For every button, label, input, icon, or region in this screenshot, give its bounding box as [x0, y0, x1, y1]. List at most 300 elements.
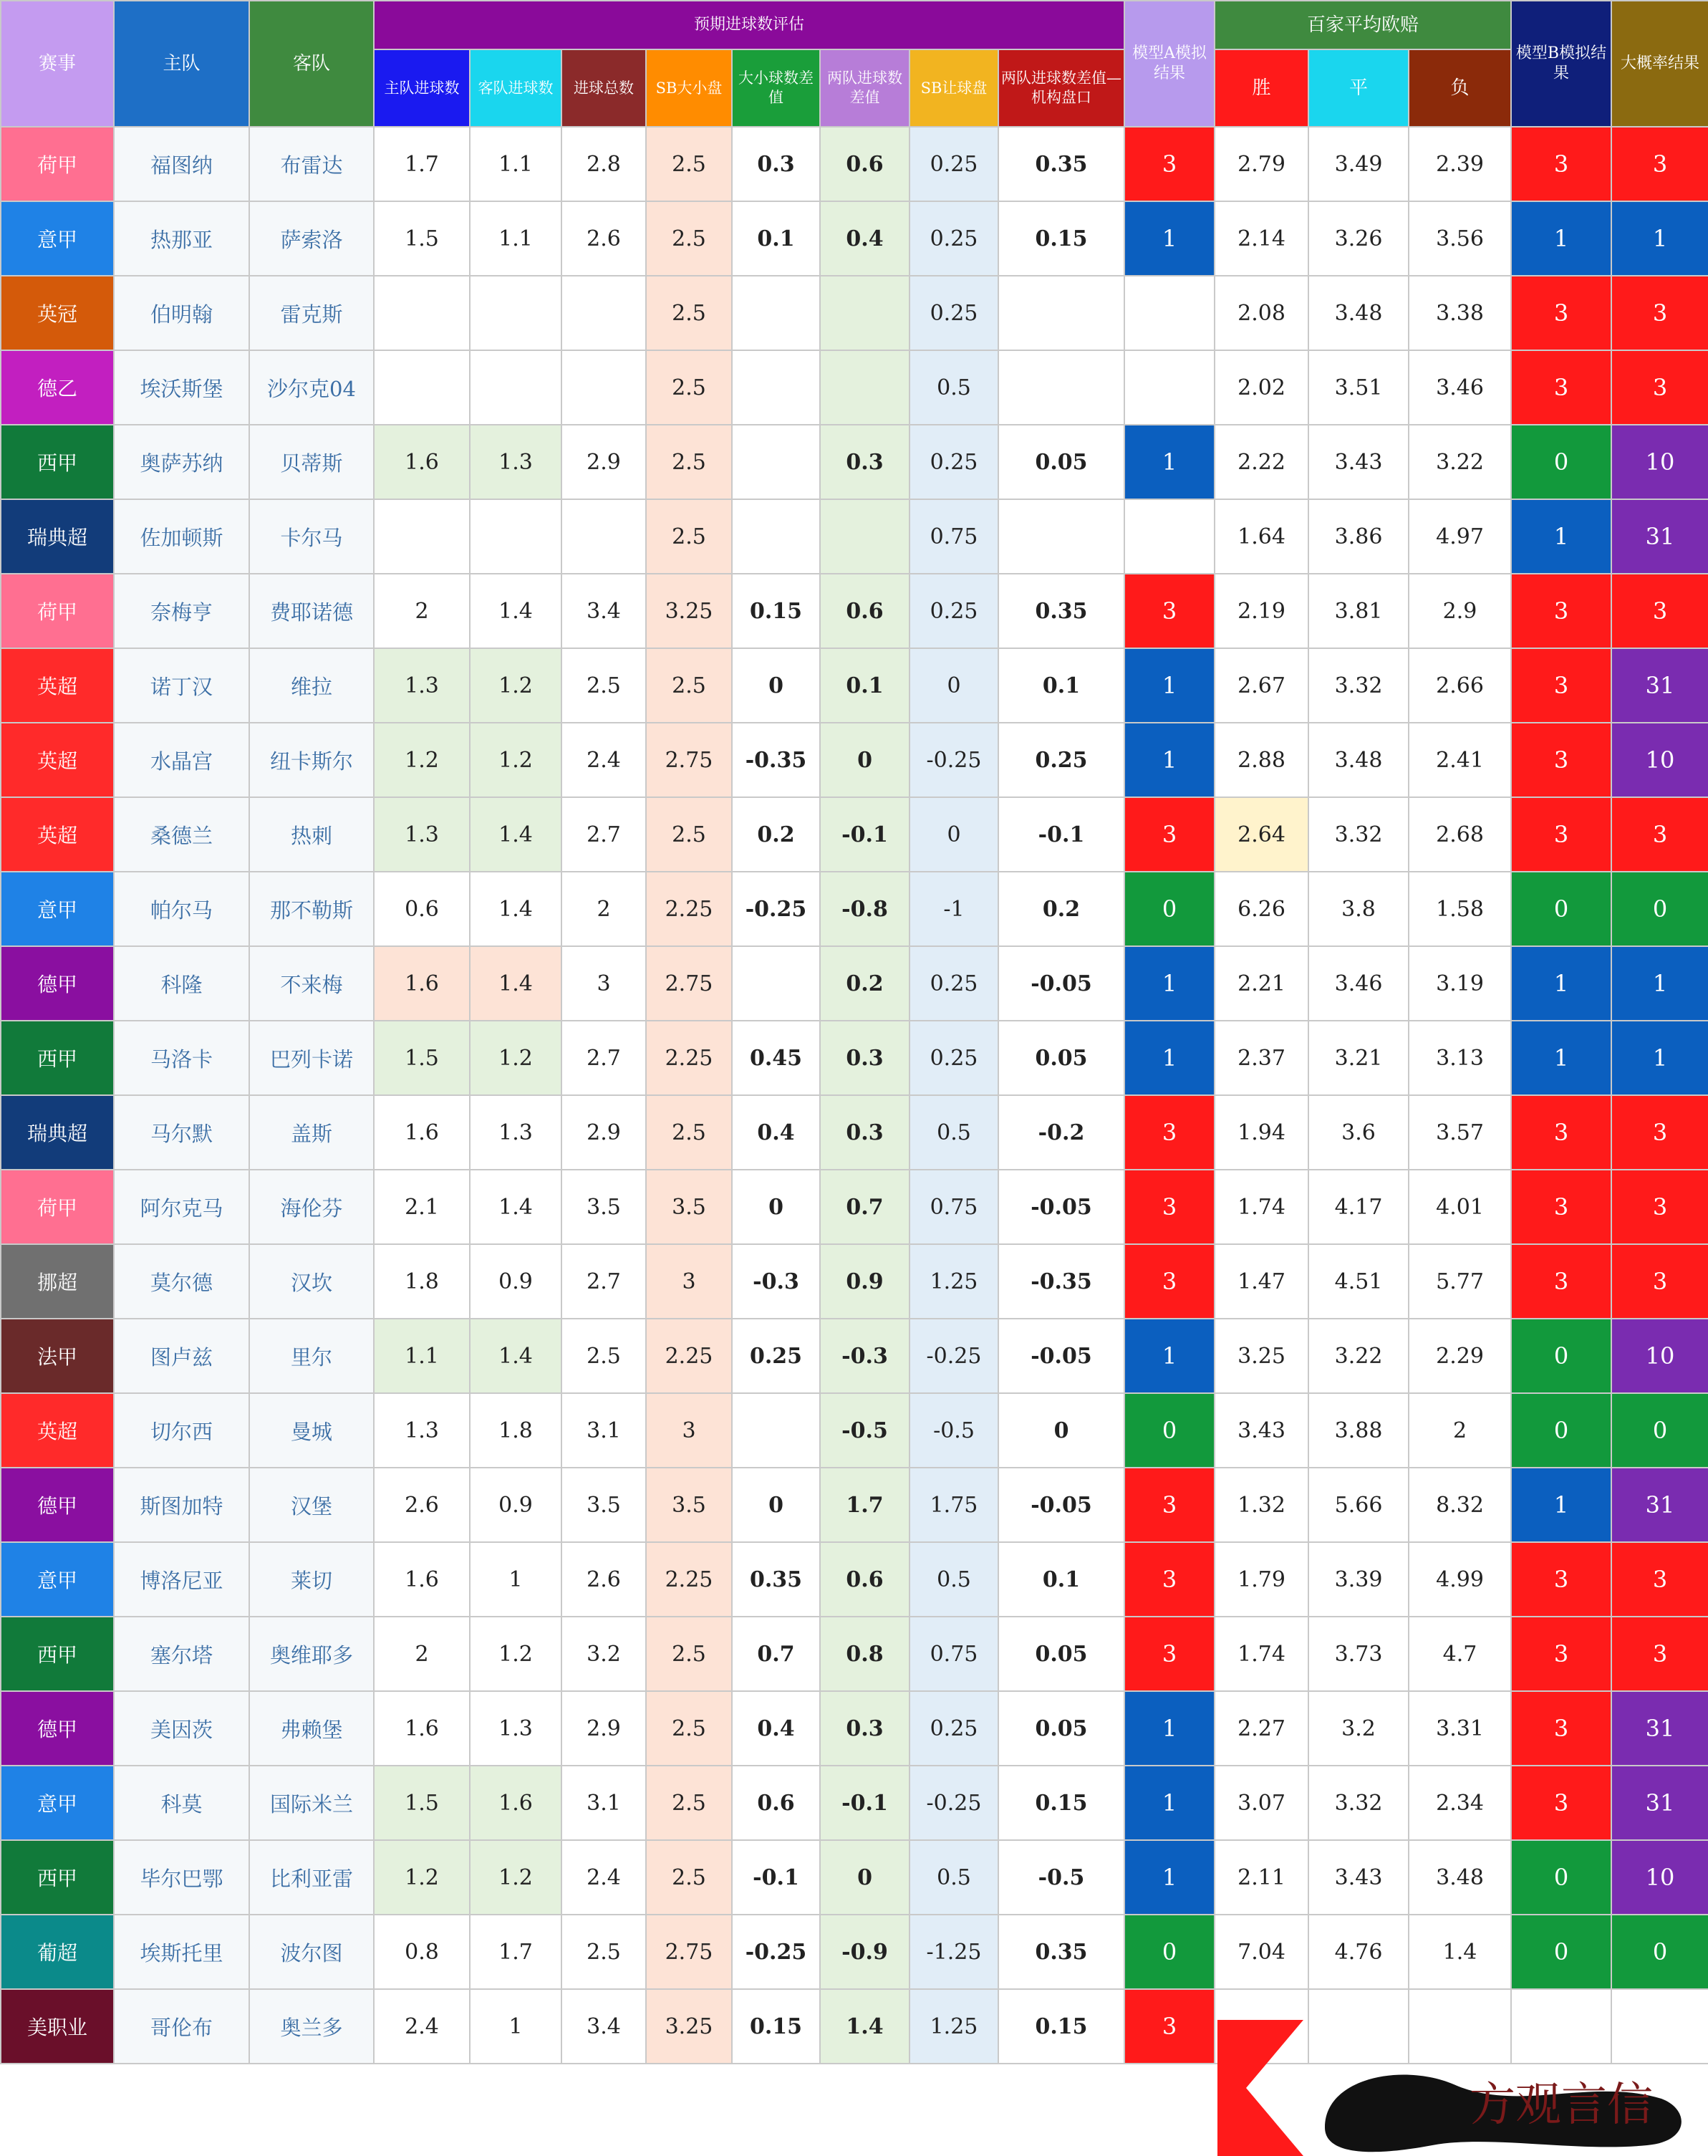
- total-goals-cell: 2.5: [561, 1319, 646, 1393]
- probable-result-cell: 3: [1611, 350, 1708, 425]
- home-goals-cell: [374, 350, 470, 425]
- home-goals-cell: 0.6: [374, 872, 470, 946]
- watermark-red-shape: [1217, 2020, 1303, 2156]
- away-team-cell: 费耶诺德: [249, 574, 374, 648]
- odds-draw-cell: 3.48: [1308, 276, 1409, 350]
- sb-handicap-cell: -0.25: [910, 723, 998, 797]
- probable-result-cell: 10: [1611, 425, 1708, 499]
- header-average-odds: 百家平均欧赔: [1215, 1, 1511, 49]
- home-goals-cell: 1.2: [374, 1840, 470, 1915]
- league-cell: 英超: [1, 797, 114, 872]
- model-b-result-cell: 0: [1511, 872, 1611, 946]
- sb-handicap-cell: 0.25: [910, 276, 998, 350]
- home-goals-cell: 1.6: [374, 1691, 470, 1766]
- home-team-cell: 科隆: [114, 946, 249, 1021]
- league-cell: 西甲: [1, 1617, 114, 1691]
- home-team-cell: 诺丁汉: [114, 648, 249, 723]
- odds-win-cell: 2.22: [1215, 425, 1308, 499]
- over-under-diff-cell: [732, 1393, 820, 1468]
- sb-over-under-cell: 3.25: [646, 1989, 732, 2064]
- model-a-result-cell: 1: [1124, 201, 1215, 276]
- probable-result-cell: 3: [1611, 574, 1708, 648]
- probable-result-cell: 3: [1611, 1095, 1708, 1170]
- away-team-cell: 沙尔克04: [249, 350, 374, 425]
- total-goals-cell: 2.5: [561, 1915, 646, 1989]
- home-team-cell: 哥伦布: [114, 1989, 249, 2064]
- diff-vs-bookie-cell: -0.35: [998, 1244, 1124, 1319]
- home-goals-cell: 1.6: [374, 946, 470, 1021]
- goal-diff-cell: -0.8: [820, 872, 910, 946]
- away-team-cell: 奥兰多: [249, 1989, 374, 2064]
- table-row: [1, 1095, 1708, 1170]
- goal-diff-cell: -0.5: [820, 1393, 910, 1468]
- odds-lose-cell: 2.34: [1409, 1766, 1511, 1840]
- over-under-diff-cell: [732, 499, 820, 574]
- odds-win-cell: 2.21: [1215, 946, 1308, 1021]
- probable-result-cell: 1: [1611, 1021, 1708, 1095]
- home-goals-cell: 1.3: [374, 1393, 470, 1468]
- away-team-cell: 莱切: [249, 1542, 374, 1617]
- diff-vs-bookie-cell: -0.05: [998, 1468, 1124, 1542]
- model-a-result-cell: [1124, 276, 1215, 350]
- sb-handicap-cell: 0.75: [910, 499, 998, 574]
- odds-lose-cell: 1.4: [1409, 1915, 1511, 1989]
- table-row: [1, 1617, 1708, 1691]
- odds-draw-cell: 3.2: [1308, 1691, 1409, 1766]
- away-goals-cell: 1.2: [470, 648, 561, 723]
- away-goals-cell: 1.6: [470, 1766, 561, 1840]
- sb-handicap-cell: 0.75: [910, 1617, 998, 1691]
- model-a-result-cell: [1124, 499, 1215, 574]
- odds-lose-cell: 2.41: [1409, 723, 1511, 797]
- home-team-cell: 伯明翰: [114, 276, 249, 350]
- away-goals-cell: 0.9: [470, 1468, 561, 1542]
- odds-draw-cell: 3.43: [1308, 425, 1409, 499]
- total-goals-cell: 3.4: [561, 574, 646, 648]
- model-a-result-cell: 3: [1124, 797, 1215, 872]
- home-goals-cell: [374, 499, 470, 574]
- total-goals-cell: 2.6: [561, 201, 646, 276]
- league-cell: 德甲: [1, 1468, 114, 1542]
- probable-result-cell: 31: [1611, 648, 1708, 723]
- sb-handicap-cell: -1.25: [910, 1915, 998, 1989]
- away-goals-cell: 1.1: [470, 127, 561, 201]
- model-a-result-cell: 1: [1124, 1319, 1215, 1393]
- goal-diff-cell: 1.7: [820, 1468, 910, 1542]
- sb-over-under-cell: 2.25: [646, 1542, 732, 1617]
- probable-result-cell: 3: [1611, 797, 1708, 872]
- home-goals-cell: [374, 276, 470, 350]
- home-team-cell: 福图纳: [114, 127, 249, 201]
- league-cell: 英超: [1, 723, 114, 797]
- total-goals-cell: 3.5: [561, 1468, 646, 1542]
- probable-result-cell: 3: [1611, 1244, 1708, 1319]
- home-team-cell: 图卢兹: [114, 1319, 249, 1393]
- diff-vs-bookie-cell: 0.05: [998, 1617, 1124, 1691]
- away-goals-cell: [470, 276, 561, 350]
- league-cell: 法甲: [1, 1319, 114, 1393]
- odds-lose-cell: 3.38: [1409, 276, 1511, 350]
- home-team-cell: 埃斯托里: [114, 1915, 249, 1989]
- over-under-diff-cell: 0: [732, 1170, 820, 1244]
- table-row: [1, 127, 1708, 201]
- away-team-cell: 汉坎: [249, 1244, 374, 1319]
- home-goals-cell: 1.5: [374, 201, 470, 276]
- odds-win-cell: 3.25: [1215, 1319, 1308, 1393]
- odds-draw-cell: 3.81: [1308, 574, 1409, 648]
- table-row: [1, 797, 1708, 872]
- table-row: [1, 1021, 1708, 1095]
- sb-over-under-cell: 2.5: [646, 1095, 732, 1170]
- home-team-cell: 毕尔巴鄂: [114, 1840, 249, 1915]
- model-a-result-cell: 1: [1124, 946, 1215, 1021]
- goal-diff-cell: 0.7: [820, 1170, 910, 1244]
- away-goals-cell: 1.3: [470, 425, 561, 499]
- over-under-diff-cell: -0.25: [732, 872, 820, 946]
- odds-win-cell: 2.67: [1215, 648, 1308, 723]
- model-b-result-cell: 3: [1511, 350, 1611, 425]
- odds-win-cell: 1.74: [1215, 1170, 1308, 1244]
- sb-handicap-cell: 0.5: [910, 1095, 998, 1170]
- probable-result-cell: 3: [1611, 1170, 1708, 1244]
- model-a-result-cell: 0: [1124, 1915, 1215, 1989]
- table-row: [1, 872, 1708, 946]
- model-a-result-cell: 1: [1124, 723, 1215, 797]
- probable-result-cell: 1: [1611, 201, 1708, 276]
- odds-draw-cell: 3.22: [1308, 1319, 1409, 1393]
- model-b-result-cell: 3: [1511, 127, 1611, 201]
- over-under-diff-cell: 0.25: [732, 1319, 820, 1393]
- total-goals-cell: [561, 276, 646, 350]
- probable-result-cell: 1: [1611, 946, 1708, 1021]
- home-goals-cell: 1.8: [374, 1244, 470, 1319]
- home-team-cell: 博洛尼亚: [114, 1542, 249, 1617]
- odds-draw-cell: 3.32: [1308, 1766, 1409, 1840]
- over-under-diff-cell: 0: [732, 648, 820, 723]
- odds-lose-cell: 2.39: [1409, 127, 1511, 201]
- league-cell: 挪超: [1, 1244, 114, 1319]
- model-a-result-cell: 0: [1124, 872, 1215, 946]
- table-row: [1, 946, 1708, 1021]
- total-goals-cell: 2.6: [561, 1542, 646, 1617]
- odds-lose-cell: 4.99: [1409, 1542, 1511, 1617]
- probable-result-cell: 10: [1611, 1840, 1708, 1915]
- header-goal-assessment: 预期进球数评估: [374, 1, 1124, 49]
- sb-handicap-cell: 1.25: [910, 1244, 998, 1319]
- diff-vs-bookie-cell: 0.05: [998, 425, 1124, 499]
- away-goals-cell: 1.8: [470, 1393, 561, 1468]
- sb-handicap-cell: -1: [910, 872, 998, 946]
- model-b-result-cell: 1: [1511, 946, 1611, 1021]
- home-team-cell: 美因茨: [114, 1691, 249, 1766]
- odds-draw-cell: 3.39: [1308, 1542, 1409, 1617]
- odds-draw-cell: 4.51: [1308, 1244, 1409, 1319]
- odds-win-cell: 1.64: [1215, 499, 1308, 574]
- odds-lose-cell: 2.68: [1409, 797, 1511, 872]
- home-goals-cell: 2.4: [374, 1989, 470, 2064]
- home-team-cell: 莫尔德: [114, 1244, 249, 1319]
- away-goals-cell: 1.4: [470, 1319, 561, 1393]
- odds-win-cell: 6.26: [1215, 872, 1308, 946]
- league-cell: 意甲: [1, 201, 114, 276]
- model-b-result-cell: 3: [1511, 1542, 1611, 1617]
- probable-result-cell: 31: [1611, 1468, 1708, 1542]
- sb-handicap-cell: 0.25: [910, 1691, 998, 1766]
- away-team-cell: 汉堡: [249, 1468, 374, 1542]
- league-cell: 荷甲: [1, 127, 114, 201]
- sb-over-under-cell: 3.5: [646, 1468, 732, 1542]
- odds-win-cell: 2.19: [1215, 574, 1308, 648]
- header-lose: 负: [1409, 49, 1511, 127]
- model-b-result-cell: 1: [1511, 1021, 1611, 1095]
- sb-over-under-cell: 2.5: [646, 201, 732, 276]
- away-team-cell: 比利亚雷: [249, 1840, 374, 1915]
- league-cell: 荷甲: [1, 574, 114, 648]
- model-b-result-cell: 3: [1511, 1766, 1611, 1840]
- home-team-cell: 阿尔克马: [114, 1170, 249, 1244]
- odds-win-cell: 1.47: [1215, 1244, 1308, 1319]
- sb-handicap-cell: 0.25: [910, 946, 998, 1021]
- odds-lose-cell: 2.9: [1409, 574, 1511, 648]
- odds-lose-cell: 8.32: [1409, 1468, 1511, 1542]
- total-goals-cell: 2.9: [561, 1691, 646, 1766]
- total-goals-cell: 2.9: [561, 1095, 646, 1170]
- away-goals-cell: 1.4: [470, 946, 561, 1021]
- table-row: [1, 574, 1708, 648]
- away-goals-cell: 0.9: [470, 1244, 561, 1319]
- header-sb-handicap: SB让球盘: [910, 49, 998, 127]
- home-team-cell: 奈梅亨: [114, 574, 249, 648]
- league-cell: 西甲: [1, 1021, 114, 1095]
- goal-diff-cell: 0.2: [820, 946, 910, 1021]
- league-cell: 德乙: [1, 350, 114, 425]
- goal-diff-cell: 0.8: [820, 1617, 910, 1691]
- away-goals-cell: 1.2: [470, 1840, 561, 1915]
- diff-vs-bookie-cell: 0.15: [998, 1766, 1124, 1840]
- diff-vs-bookie-cell: 0.25: [998, 723, 1124, 797]
- total-goals-cell: 2.4: [561, 1840, 646, 1915]
- table-row: [1, 1319, 1708, 1393]
- odds-draw-cell: 3.32: [1308, 648, 1409, 723]
- over-under-diff-cell: -0.1: [732, 1840, 820, 1915]
- total-goals-cell: 2.7: [561, 1021, 646, 1095]
- sb-over-under-cell: 3: [646, 1393, 732, 1468]
- diff-vs-bookie-cell: -0.2: [998, 1095, 1124, 1170]
- total-goals-cell: 2: [561, 872, 646, 946]
- diff-vs-bookie-cell: -0.05: [998, 946, 1124, 1021]
- sb-handicap-cell: 0.75: [910, 1170, 998, 1244]
- total-goals-cell: 2.7: [561, 1244, 646, 1319]
- odds-lose-cell: 2.29: [1409, 1319, 1511, 1393]
- diff-vs-bookie-cell: -0.5: [998, 1840, 1124, 1915]
- league-cell: 意甲: [1, 1542, 114, 1617]
- goal-diff-cell: -0.1: [820, 797, 910, 872]
- total-goals-cell: 3.4: [561, 1989, 646, 2064]
- away-goals-cell: [470, 350, 561, 425]
- league-cell: 英超: [1, 1393, 114, 1468]
- odds-draw-cell: 3.86: [1308, 499, 1409, 574]
- home-goals-cell: 1.6: [374, 425, 470, 499]
- away-goals-cell: 1.3: [470, 1095, 561, 1170]
- odds-win-cell: 2.88: [1215, 723, 1308, 797]
- home-goals-cell: 2.1: [374, 1170, 470, 1244]
- model-a-result-cell: 3: [1124, 1095, 1215, 1170]
- league-cell: 荷甲: [1, 1170, 114, 1244]
- header-home-goals: 主队进球数: [374, 49, 470, 127]
- home-team-cell: 马洛卡: [114, 1021, 249, 1095]
- over-under-diff-cell: 0.7: [732, 1617, 820, 1691]
- model-b-result-cell: 0: [1511, 1840, 1611, 1915]
- over-under-diff-cell: [732, 276, 820, 350]
- home-team-cell: 奥萨苏纳: [114, 425, 249, 499]
- home-goals-cell: 2: [374, 1617, 470, 1691]
- goal-diff-cell: 0.6: [820, 574, 910, 648]
- over-under-diff-cell: 0.4: [732, 1095, 820, 1170]
- odds-lose-cell: 3.56: [1409, 201, 1511, 276]
- header-away-goals: 客队进球数: [470, 49, 561, 127]
- odds-win-cell: 1.74: [1215, 1617, 1308, 1691]
- goal-diff-cell: 0.3: [820, 1021, 910, 1095]
- model-a-result-cell: 3: [1124, 1617, 1215, 1691]
- diff-vs-bookie-cell: -0.05: [998, 1319, 1124, 1393]
- over-under-diff-cell: -0.3: [732, 1244, 820, 1319]
- odds-lose-cell: 3.13: [1409, 1021, 1511, 1095]
- table-row: [1, 1393, 1708, 1468]
- diff-vs-bookie-cell: 0: [998, 1393, 1124, 1468]
- sb-over-under-cell: 2.5: [646, 276, 732, 350]
- over-under-diff-cell: 0.35: [732, 1542, 820, 1617]
- away-team-cell: 维拉: [249, 648, 374, 723]
- over-under-diff-cell: 0.2: [732, 797, 820, 872]
- odds-draw-cell: 4.76: [1308, 1915, 1409, 1989]
- sb-handicap-cell: 1.75: [910, 1468, 998, 1542]
- league-cell: 西甲: [1, 1840, 114, 1915]
- odds-draw-cell: 3.8: [1308, 872, 1409, 946]
- away-team-cell: 萨索洛: [249, 201, 374, 276]
- sb-over-under-cell: 2.5: [646, 127, 732, 201]
- model-a-result-cell: 1: [1124, 648, 1215, 723]
- total-goals-cell: 3: [561, 946, 646, 1021]
- goal-diff-cell: -0.3: [820, 1319, 910, 1393]
- header-win: 胜: [1215, 49, 1308, 127]
- table-row: [1, 201, 1708, 276]
- sb-handicap-cell: 0.5: [910, 350, 998, 425]
- goal-diff-cell: 0.3: [820, 1691, 910, 1766]
- diff-vs-bookie-cell: [998, 276, 1124, 350]
- league-cell: 美职业: [1, 1989, 114, 2064]
- odds-draw-cell: 3.6: [1308, 1095, 1409, 1170]
- league-cell: 英超: [1, 648, 114, 723]
- over-under-diff-cell: 0.6: [732, 1766, 820, 1840]
- home-team-cell: 埃沃斯堡: [114, 350, 249, 425]
- home-team-cell: 切尔西: [114, 1393, 249, 1468]
- odds-lose-cell: 4.7: [1409, 1617, 1511, 1691]
- table-row: [1, 723, 1708, 797]
- home-goals-cell: 1.5: [374, 1766, 470, 1840]
- odds-win-cell: 2.08: [1215, 276, 1308, 350]
- away-goals-cell: 1.7: [470, 1915, 561, 1989]
- odds-win-cell: 2.14: [1215, 201, 1308, 276]
- table-row: [1, 648, 1708, 723]
- odds-draw-cell: 3.73: [1308, 1617, 1409, 1691]
- model-b-result-cell: 1: [1511, 1468, 1611, 1542]
- league-cell: 意甲: [1, 872, 114, 946]
- total-goals-cell: [561, 499, 646, 574]
- league-cell: 瑞典超: [1, 1095, 114, 1170]
- total-goals-cell: 3.2: [561, 1617, 646, 1691]
- odds-lose-cell: 5.77: [1409, 1244, 1511, 1319]
- model-a-result-cell: 3: [1124, 1542, 1215, 1617]
- away-goals-cell: 1.4: [470, 872, 561, 946]
- table-row: [1, 499, 1708, 574]
- odds-draw-cell: 5.66: [1308, 1468, 1409, 1542]
- home-goals-cell: 1.3: [374, 648, 470, 723]
- home-team-cell: 科莫: [114, 1766, 249, 1840]
- home-team-cell: 热那亚: [114, 201, 249, 276]
- watermark-text: 方观言信: [1470, 2079, 1653, 2132]
- sb-handicap-cell: -0.25: [910, 1319, 998, 1393]
- probable-result-cell: 10: [1611, 723, 1708, 797]
- away-team-cell: 奥维耶多: [249, 1617, 374, 1691]
- total-goals-cell: 2.4: [561, 723, 646, 797]
- sb-over-under-cell: 2.5: [646, 499, 732, 574]
- sb-handicap-cell: -0.5: [910, 1393, 998, 1468]
- header-total-goals: 进球总数: [561, 49, 646, 127]
- table-row: [1, 425, 1708, 499]
- probable-result-cell: 0: [1611, 1393, 1708, 1468]
- sb-over-under-cell: 2.5: [646, 797, 732, 872]
- away-goals-cell: 1.2: [470, 1021, 561, 1095]
- home-goals-cell: 1.3: [374, 797, 470, 872]
- goal-diff-cell: 0.6: [820, 127, 910, 201]
- odds-win-cell: 2.79: [1215, 127, 1308, 201]
- sb-handicap-cell: 0.25: [910, 425, 998, 499]
- home-goals-cell: 1.6: [374, 1542, 470, 1617]
- sb-over-under-cell: 2.75: [646, 946, 732, 1021]
- header-draw: 平: [1308, 49, 1409, 127]
- header-home: 主队: [114, 1, 249, 127]
- diff-vs-bookie-cell: 0.15: [998, 201, 1124, 276]
- sb-handicap-cell: 0.5: [910, 1542, 998, 1617]
- odds-draw-cell: 3.48: [1308, 723, 1409, 797]
- odds-draw-cell: 3.26: [1308, 201, 1409, 276]
- probable-result-cell: 31: [1611, 1766, 1708, 1840]
- table-row: [1, 1244, 1708, 1319]
- model-b-result-cell: 0: [1511, 1915, 1611, 1989]
- total-goals-cell: 2.7: [561, 797, 646, 872]
- header-away: 客队: [249, 1, 374, 127]
- sb-handicap-cell: 1.25: [910, 1989, 998, 2064]
- over-under-diff-cell: 0.4: [732, 1691, 820, 1766]
- away-team-cell: 海伦芬: [249, 1170, 374, 1244]
- goal-diff-cell: 0.1: [820, 648, 910, 723]
- goal-diff-cell: 0.4: [820, 201, 910, 276]
- probable-result-cell: 3: [1611, 1542, 1708, 1617]
- diff-vs-bookie-cell: [998, 499, 1124, 574]
- sb-over-under-cell: 2.5: [646, 648, 732, 723]
- away-team-cell: 纽卡斯尔: [249, 723, 374, 797]
- model-a-result-cell: 3: [1124, 1244, 1215, 1319]
- model-a-result-cell: 3: [1124, 1170, 1215, 1244]
- diff-vs-bookie-cell: 0.15: [998, 1989, 1124, 2064]
- probable-result-cell: 10: [1611, 1319, 1708, 1393]
- model-b-result-cell: 3: [1511, 797, 1611, 872]
- sb-over-under-cell: 3.5: [646, 1170, 732, 1244]
- sb-handicap-cell: 0.25: [910, 127, 998, 201]
- away-team-cell: 不来梅: [249, 946, 374, 1021]
- goal-diff-cell: -0.1: [820, 1766, 910, 1840]
- sb-over-under-cell: 2.5: [646, 1617, 732, 1691]
